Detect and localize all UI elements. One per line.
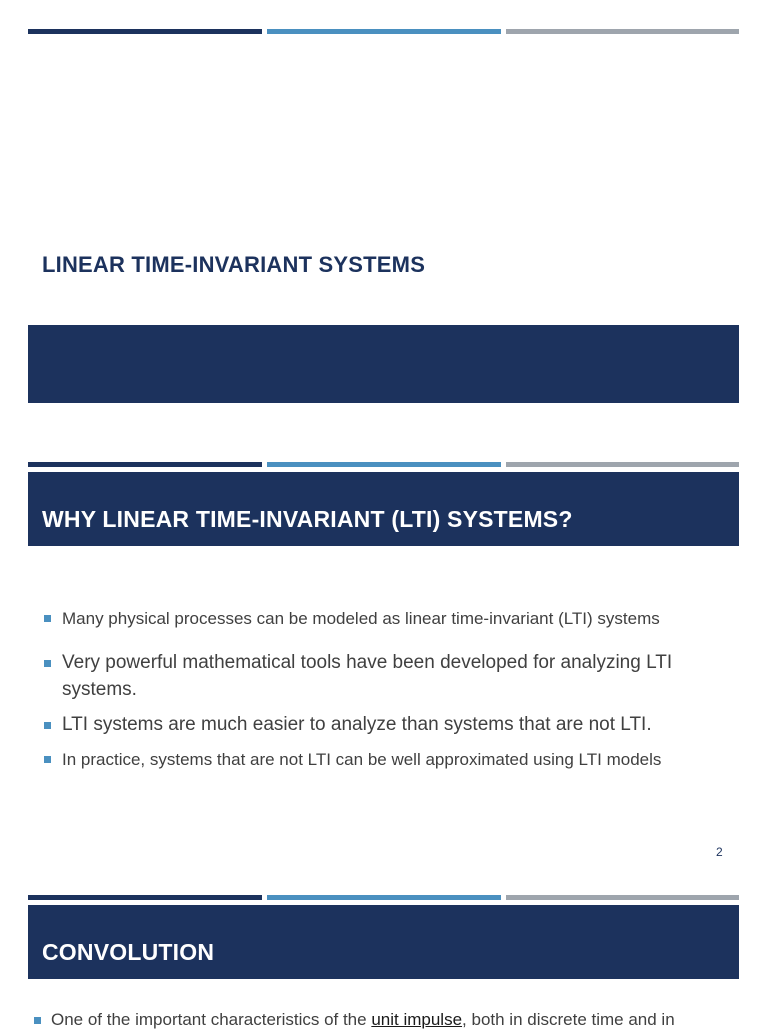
bullet-item (44, 746, 734, 773)
bullet-square-icon (44, 615, 51, 622)
rule-gray (506, 29, 739, 34)
slide2-top-rules (28, 462, 739, 467)
slide3-title-band (28, 905, 739, 979)
slide1-top-rules (28, 29, 739, 34)
slide3-text-after: , both in discrete time and in (462, 1010, 675, 1029)
rule-navy (28, 462, 262, 467)
rule-gray (506, 462, 739, 467)
slide3-title: CONVOLUTION (42, 939, 215, 965)
rule-navy (28, 29, 262, 34)
rule-blue (267, 29, 501, 34)
bullet-text: Very powerful mathematical tools have been developed for analyzing LTI systems. (62, 652, 673, 700)
rule-navy (28, 895, 262, 900)
rule-blue (267, 462, 501, 467)
bullet-square-icon (44, 756, 51, 763)
bullet-square-icon (44, 722, 51, 729)
bullet-text: LTI systems are much easier to analyze than systems that are not LTI. (62, 714, 652, 735)
bullet-square-icon (34, 1017, 41, 1024)
bullet-item (44, 711, 734, 738)
bullet-item (44, 605, 734, 632)
bullet-text: Many physical processes can be modeled as linear time-invariant (LTI) systems (62, 609, 660, 628)
rule-blue (267, 895, 501, 900)
slide3-text-before: One of the important characteristics of the (51, 1010, 372, 1029)
slide2-title: WHY LINEAR TIME-INVARIANT (LTI) SYSTEMS? (42, 506, 573, 532)
slide2-page-number: 2 (716, 845, 723, 859)
slide1-title: LINEAR TIME-INVARIANT SYSTEMS (42, 252, 426, 277)
bullet-square-icon (44, 660, 51, 667)
bullet-item (44, 649, 734, 703)
slide2-title-band (28, 472, 739, 546)
unit-impulse-link[interactable]: unit impulse (371, 1010, 463, 1029)
slide3-top-rules (28, 895, 739, 900)
rule-gray (506, 895, 739, 900)
slide3-bullet-text (34, 1010, 754, 1030)
slide2-bullet-list (44, 605, 734, 773)
bullet-text: In practice, systems that are not LTI can be well approximated using LTI models (62, 750, 662, 769)
slide1-footer-band (28, 325, 739, 403)
